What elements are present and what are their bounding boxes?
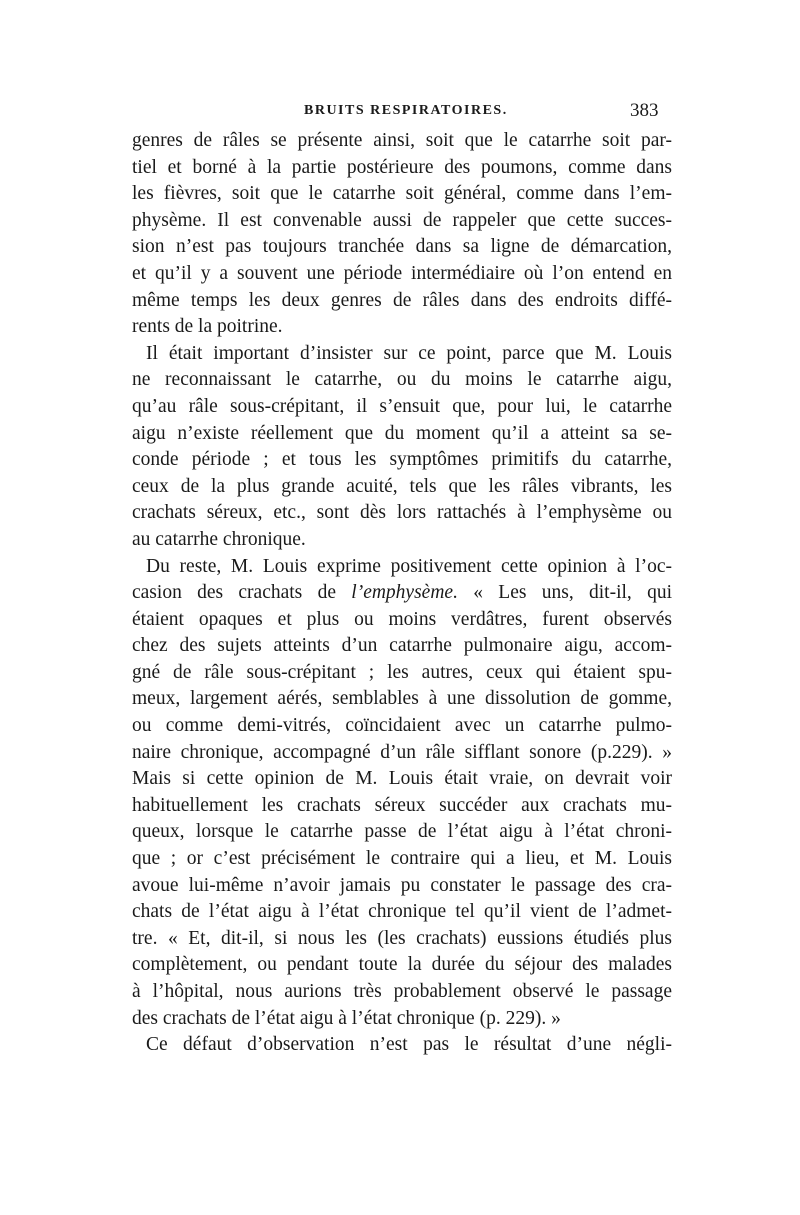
text-run: casion des crachats de — [132, 582, 352, 604]
text-line: tre. « Et, dit-il, si nous les (les crachats) eussions étudiés plus — [132, 927, 672, 949]
text-line: sion n’est pas toujours tranchée dans sa ligne de démarcation, — [132, 236, 672, 258]
text-line: Mais si cette opinion de M. Louis était vraie, on devrait voir — [132, 768, 672, 790]
text-line: genres de râles se présente ainsi, soit que le catarrhe soit par- — [132, 130, 672, 151]
text-line: chez des sujets atteints d’un catarrhe pulmonaire aigu, accom- — [132, 635, 672, 657]
body-text — [132, 128, 672, 1059]
text-line: ne reconnaissant le catarrhe, ou du moins le catarrhe aigu, — [132, 369, 672, 391]
text-line: physème. Il est convenable aussi de rappeler que cette succes- — [132, 209, 672, 231]
text-line: Du reste, M. Louis exprime positivement cette opinion à l’oc- — [146, 555, 672, 577]
text-line: conde période ; et tous les symptômes primitifs du catarrhe, — [132, 449, 672, 471]
text-line: queux, lorsque le catarrhe passe de l’état aigu à l’état chroni- — [132, 821, 672, 843]
text-line: ou comme demi-vitrés, coïncidaient avec un catarrhe pulmo- — [132, 715, 672, 737]
text-line: habituellement les crachats séreux succéder aux crachats mu- — [132, 794, 672, 816]
text-line: même temps les deux genres de râles dans des endroits diffé- — [132, 289, 672, 311]
text-line: à l’hôpital, nous aurions très probablement observé le passage — [132, 981, 672, 1002]
text-line: et qu’il y a souvent une période intermédiaire où l’on entend en — [132, 262, 672, 284]
text-line: Ce défaut d’observation n’est pas le résultat d’une négli- — [146, 1034, 672, 1056]
text-line: qu’au râle sous-crépitant, il s’ensuit que, pour lui, le catarrhe — [132, 395, 672, 417]
text-line: ceux de la plus grande acuité, tels que les râles vibrants, les — [132, 475, 672, 497]
text-line: étaient opaques et plus ou moins verdâtres, furent observés — [132, 608, 672, 630]
text-line: au catarrhe chronique. — [132, 528, 306, 550]
text-line: Il était important d’insister sur ce point, parce que M. Louis — [146, 342, 672, 364]
text-line: avoue lui-même n’avoir jamais pu constater le passage des cra- — [132, 874, 672, 896]
text-line: gné de râle sous-crépitant ; les autres, ceux qui étaient spu- — [132, 661, 672, 683]
text-line: que ; or c’est précisément le contraire qui a lieu, et M. Louis — [132, 848, 672, 870]
text-line: des crachats de l’état aigu à l’état chronique (p. 229). » — [132, 1007, 561, 1029]
text-line: tiel et borné à la partie postérieure des poumons, comme dans — [132, 156, 672, 178]
text-line-mixed — [132, 580, 672, 607]
text-line: chats de l’état aigu à l’état chronique tel qu’il vient de l’admet- — [132, 901, 672, 923]
text-line: les fièvres, soit que le catarrhe soit général, comme dans l’em- — [132, 183, 672, 205]
italic-term: l’emphysème. — [351, 582, 458, 604]
text-line: complètement, ou pendant toute la durée du séjour des malades — [132, 954, 672, 976]
text-line: naire chronique, accompagné d’un râle sifflant sonore (p.229). » — [132, 741, 672, 763]
text-line: crachats séreux, etc., sont dès lors rattachés à l’emphysème ou — [132, 502, 672, 524]
running-head — [0, 100, 800, 124]
text-line: meux, largement aérés, semblables à une dissolution de gomme, — [132, 688, 672, 710]
text-run: « Les uns, dit-il, qui — [457, 582, 673, 604]
text-line: rents de la poitrine. — [132, 316, 283, 338]
running-title: BRUITS RESPIRATOIRES. — [304, 103, 508, 118]
text-line: aigu n’existe réellement que du moment qu’il a atteint sa se- — [132, 422, 672, 444]
page-number: 383 — [630, 100, 659, 121]
